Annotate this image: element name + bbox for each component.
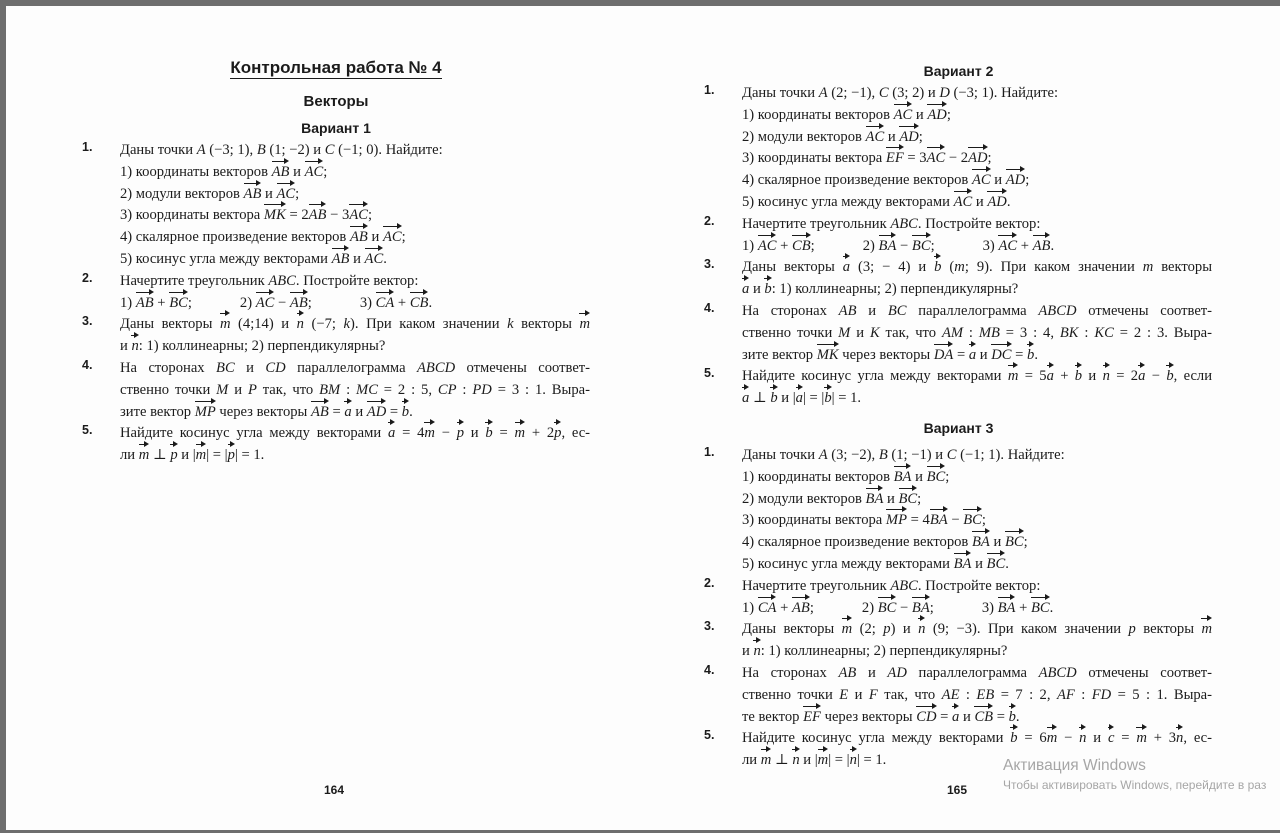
variant-1-title: Вариант 1 (301, 120, 371, 136)
problem-2: 2. Начертите треугольник ABC. Постройте вектор: 1) AB + BC; 2) AC − AB; 3) CA + CB. (82, 270, 433, 311)
variant-2-title: Вариант 2 (923, 63, 994, 79)
problem-3: 3. Даны векторы m (2; p) и n (9; −3). При каком значении p векторы m и n: 1) коллинеарны; 2) перпендикулярны? (704, 619, 1213, 660)
page-number-left: 164 (324, 783, 345, 797)
book-spread (6, 6, 1280, 830)
problem-5: 5. Найдите косинус угла между векторами a = 4m − p и b = m + 2p, ес- ли m ⊥ p и |m| = |p| = 1. (82, 423, 591, 464)
problem-5: 5. Найдите косинус угла между векторами b = 6m − n и c = m + 3n, ес- ли m ⊥ n и |m| = |n| = 1. (704, 728, 1212, 769)
problem-3: 3. Даны векторы m (4;14) и n (−7; k). При каком значении k векторы m и n: 1) коллинеарны; 2) перпендикулярны? (82, 314, 591, 355)
problem-1: 1. Даны точки A (−3; 1), B (1; −2) и C (−1; 0). Найдите: 1) координаты векторов AB и AC; 2) модули векторов AB и AC; 3) координаты вектора MK = 2AB − 3AC; 4) скалярное произведение векторов AB и AC; 5) косинус угла между векторами AB и AC. (82, 140, 443, 267)
problem-1: 1. Даны точки A (2; −1), C (3; 2) и D (−3; 1). Найдите: 1) координаты векторов AC и AD; 2) модули векторов AC и AD; 3) координаты вектора EF = 3AC − 2AD; 4) скалярное произведение векторов AC и AD; 5) косинус угла между векторами AC и AD. (704, 83, 1059, 210)
variant-3-title: Вариант 3 (923, 420, 994, 436)
watermark-subtitle: Чтобы активировать Windows, перейдите в раз (1003, 778, 1267, 792)
problem-3: 3. Даны векторы a (3; − 4) и b (m; 9). При каком значении m векторы a и b: 1) коллинеарны; 2) перпендикулярны? (704, 257, 1213, 298)
windows-activation-watermark (1003, 757, 1266, 792)
right-page (646, 6, 1280, 830)
problem-4: 4. На сторонах AB и BC параллелограмма ABCD отмечены соответ- ственно точки M и K так, что AM : MB = 3 : 4, BK : KC = 2 : 3. Выра- зите вектор MK через векторы DA = a и DC = b. (704, 300, 1213, 363)
problem-1: 1. Даны точки A (3; −2), B (1; −1) и C (−1; 1). Найдите: 1) координаты векторов BA и BC; 2) модули векторов BA и BC; 3) координаты вектора MP = 4BA − BC; 4) скалярное произведение векторов BA и BC; 5) косинус угла между векторами BA и BC. (704, 445, 1065, 572)
problem-2: 2. Начертите треугольник ABC. Постройте вектор: 1) CA + AB; 2) BC − BA; 3) BA + BC. (704, 575, 1054, 616)
problem-2: 2. Начертите треугольник ABC. Постройте вектор: 1) AC + CB; 2) BA − BC; 3) AC + AB. (704, 213, 1055, 254)
problem-4: 4. На сторонах AB и AD параллелограмма ABCD отмечены соответ- ственно точки E и F так, что AE : EB = 7 : 2, AF : FD = 5 : 1. Выра- те вектор EF через векторы CD = a и CB = b. (704, 662, 1213, 725)
variant-3-problems (704, 445, 1213, 772)
variant-2-problems (704, 83, 1213, 410)
section-subtitle: Векторы (303, 93, 369, 110)
watermark-title: Активация Windows (1003, 757, 1146, 774)
problem-5: 5. Найдите косинус угла между векторами m = 5a + b и n = 2a − b, если a ⊥ b и |a| = |b| = 1. (704, 366, 1213, 407)
page-number-right: 165 (947, 783, 968, 797)
problem-4: 4. На сторонах BC и CD параллелограмма ABCD отмечены соответ- ственно точки M и P так, что BM : MC = 2 : 5, CP : PD = 3 : 1. Выра- зите вектор MP через векторы AB = a и AD = b. (82, 357, 591, 420)
variant-1-problems (82, 140, 591, 467)
page-title: Контрольная работа № 4 (230, 58, 442, 77)
left-page (6, 6, 646, 830)
